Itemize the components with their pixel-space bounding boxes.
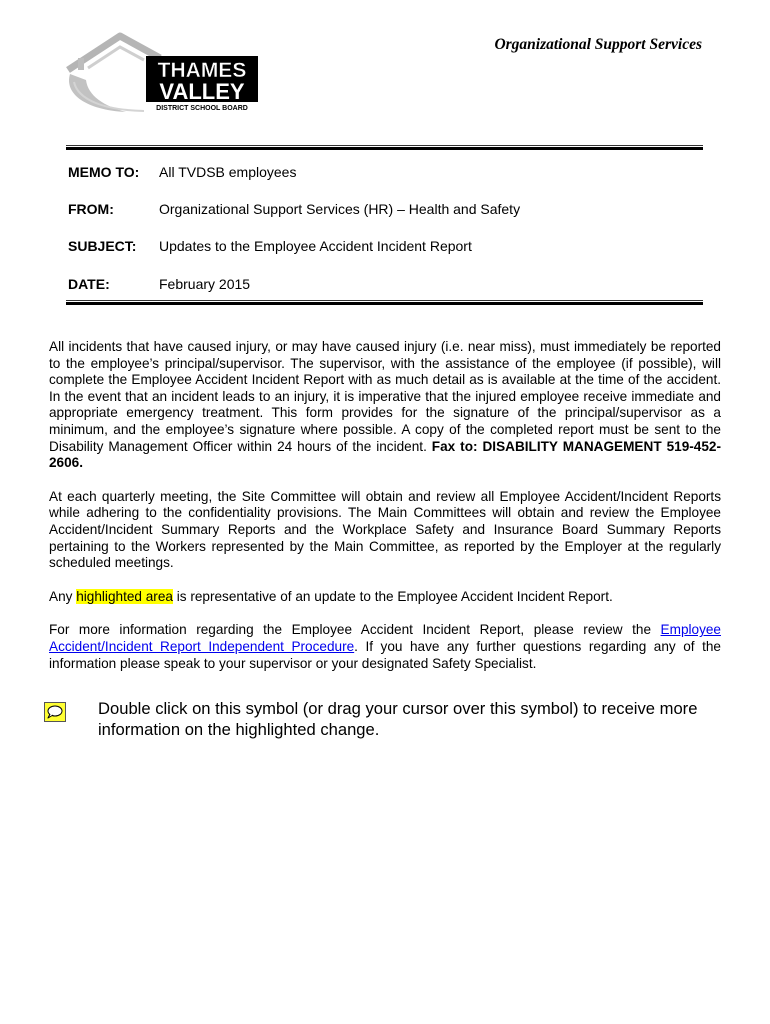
paragraph-highlight-tail: is representative of an update to the Employee Accident Incident Report.	[172, 588, 613, 604]
memo-subject-label: SUBJECT:	[68, 238, 137, 254]
highlighted-area-sample: highlighted area	[76, 588, 173, 604]
logo-line-valley: VALLEY	[159, 79, 245, 104]
procedure-link[interactable]: Employee Accident/Incident Report Independent Procedure	[49, 622, 721, 654]
comment-icon[interactable]	[44, 702, 66, 722]
note-instruction: Double click on this symbol (or drag your cursor over this symbol) to receive more information on the highlighted change.	[98, 699, 698, 739]
paragraph-committee: At each quarterly meeting, the Site Committee will obtain and review all Employee Accident/Incident Reports while adhering to the confidentiality provisions. The Main Committees will obtain and review the Employee Accident/Incident Summary Reports and the Workplace Safety and Insurance Board Summary Reports pertaining to the Workers represented by the Main Committee, as reported by the Employer at the regularly scheduled meetings.	[49, 488, 721, 571]
memo-subject-value: Updates to the Employee Accident Incident Report	[159, 238, 472, 254]
memo-date-value: February 2015	[159, 276, 251, 292]
logo-line-thames: THAMES	[157, 59, 247, 82]
bottom-divider	[66, 300, 703, 305]
tvdsb-logo	[64, 30, 264, 114]
paragraph-highlight-lead: Any	[49, 588, 77, 604]
memo-to-value: All TVDSB employees	[159, 164, 297, 180]
fax-number: Fax to: DISABILITY MANAGEMENT 519-452-2606.	[49, 438, 721, 471]
paragraph-more-info-lead: For more information regarding the Employee Accident Incident Report, please review the	[49, 622, 661, 638]
memo-to-label: MEMO TO:	[68, 164, 140, 180]
memo-from-value: Organizational Support Services (HR) – Health and Safety	[159, 201, 521, 217]
paragraph-reporting-text: All incidents that have caused injury, or may have caused injury (i.e. near miss), must immediately be reported to the employee’s principal/supervisor. The supervisor, with the assistance of the employee (if possible), will complete the Employee Accident Incident Report with as much detail as is available at the time of the accident. In the event that an incident leads to an injury, it is imperative that the injured employee receive immediate and appropriate emergency treatment. This form provides for the signature of the principal/supervisor as a minimum, and the employee’s signature where possible. A copy of the completed report must be sent to the Disability Management Officer within 24 hours of the incident.	[49, 339, 721, 454]
org-services-heading: Organizational Support Services	[494, 36, 702, 53]
paragraph-reporting	[49, 339, 721, 472]
memo-body	[49, 339, 721, 689]
paragraph-more-info	[49, 622, 721, 672]
paragraph-highlight	[49, 589, 721, 606]
logo-line-board: DISTRICT SCHOOL BOARD	[156, 105, 248, 112]
top-divider	[66, 145, 703, 150]
memo-date-label: DATE:	[68, 276, 110, 292]
paragraph-more-info-tail: . If you have any further questions regarding any of the information please speak to your supervisor or your designated Safety Specialist.	[49, 638, 721, 671]
memo-from-label: FROM:	[68, 201, 114, 217]
